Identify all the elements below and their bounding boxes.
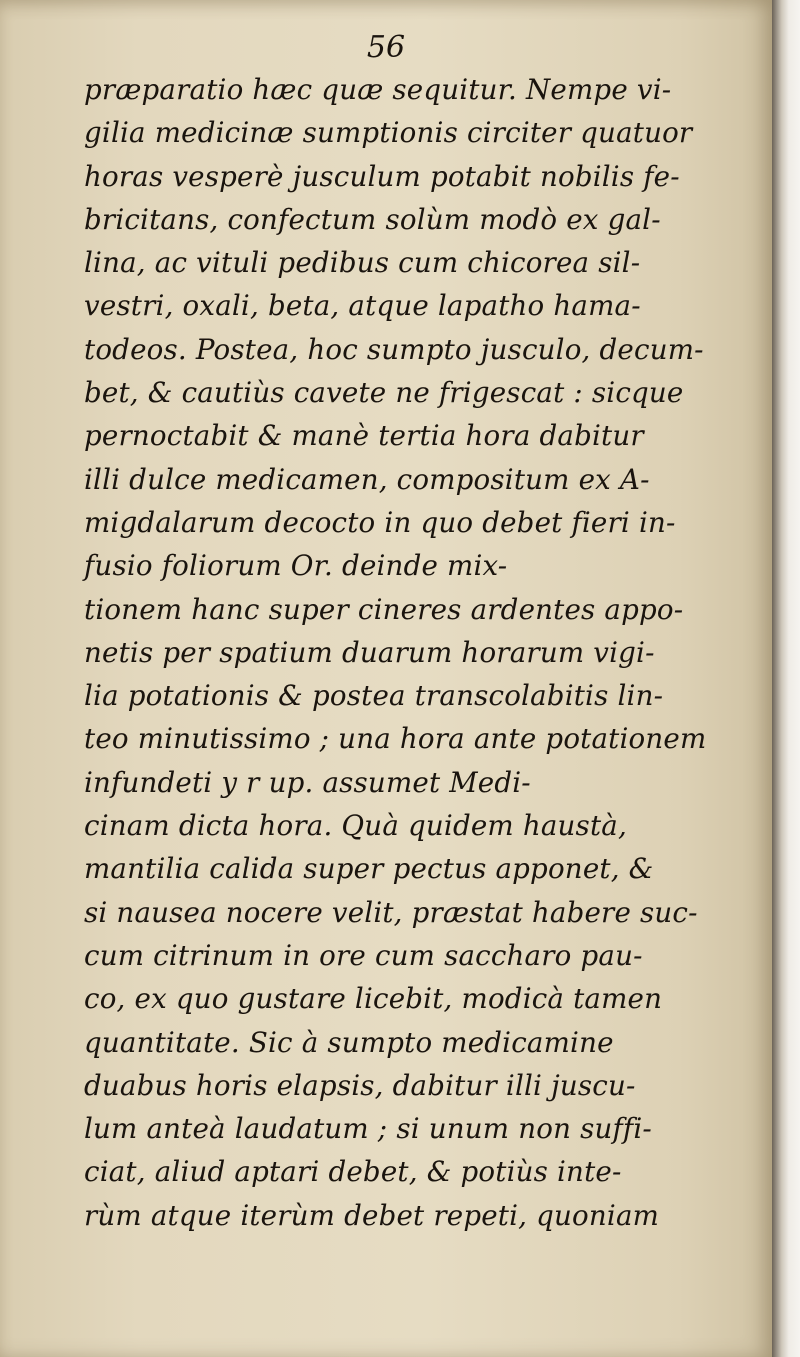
text-line: bricitans, confectum solùm modò ex gal-	[84, 202, 661, 236]
text-line: rùm atque iterùm debet repeti, quoniam	[84, 1198, 660, 1232]
text-line: cinam dicta hora. Quà quidem haustà,	[84, 809, 627, 843]
text-line: horas vesperè jusculum potabit nobilis fe-	[84, 159, 680, 193]
text-line: tionem hanc super cineres ardentes appo-	[84, 592, 684, 626]
text-line: si nausea nocere velit, præstat habere suc-	[84, 895, 698, 929]
page-edge	[772, 0, 800, 1357]
text-line: bet, & cautiùs cavete ne frigescat : sicque	[84, 376, 684, 410]
text-line: migdalarum decocto in quo debet fieri in-	[84, 505, 676, 539]
text-line: illi dulce medicamen, compositum ex A-	[84, 462, 650, 496]
text-line: cum citrinum in ore cum saccharo pau-	[84, 938, 643, 972]
text-line: gilia medicinæ sumptionis circiter quatuor	[84, 116, 693, 150]
text-line: vestri, oxali, beta, atque lapatho hama-	[84, 289, 641, 323]
text-line: infundeti y r up. assumet Medi-	[84, 765, 531, 799]
text-line: ciat, aliud aptari debet, & potiùs inte-	[84, 1155, 622, 1189]
text-line: lia potationis & postea transcolabitis lin-	[84, 679, 664, 713]
text-line: teo minutissimo ; una hora ante potationem	[84, 722, 707, 756]
text-line: lum anteà laudatum ; si unum non suffi-	[84, 1112, 652, 1146]
text-line: todeos. Postea, hoc sumpto jusculo, decum-	[84, 332, 704, 366]
text-line: pernoctabit & manè tertia hora dabitur	[84, 419, 644, 453]
text-line: fusio foliorum Or. deinde mix-	[84, 549, 508, 583]
body-text	[84, 68, 772, 1237]
text-line: netis per spatium duarum horarum vigi-	[84, 635, 655, 669]
text-line: lina, ac vituli pedibus cum chicorea sil-	[84, 246, 641, 280]
text-line: mantilia calida super pectus apponet, &	[84, 852, 654, 886]
text-line: præparatio hæc quæ sequitur. Nempe vi-	[84, 73, 672, 106]
text-line: duabus horis elapsis, dabitur illi juscu-	[84, 1068, 636, 1102]
text-line: quantitate. Sic à sumpto medicamine	[84, 1025, 614, 1059]
page-number: 56	[366, 30, 406, 65]
text-line: co, ex quo gustare licebit, modicà tamen	[84, 982, 663, 1016]
